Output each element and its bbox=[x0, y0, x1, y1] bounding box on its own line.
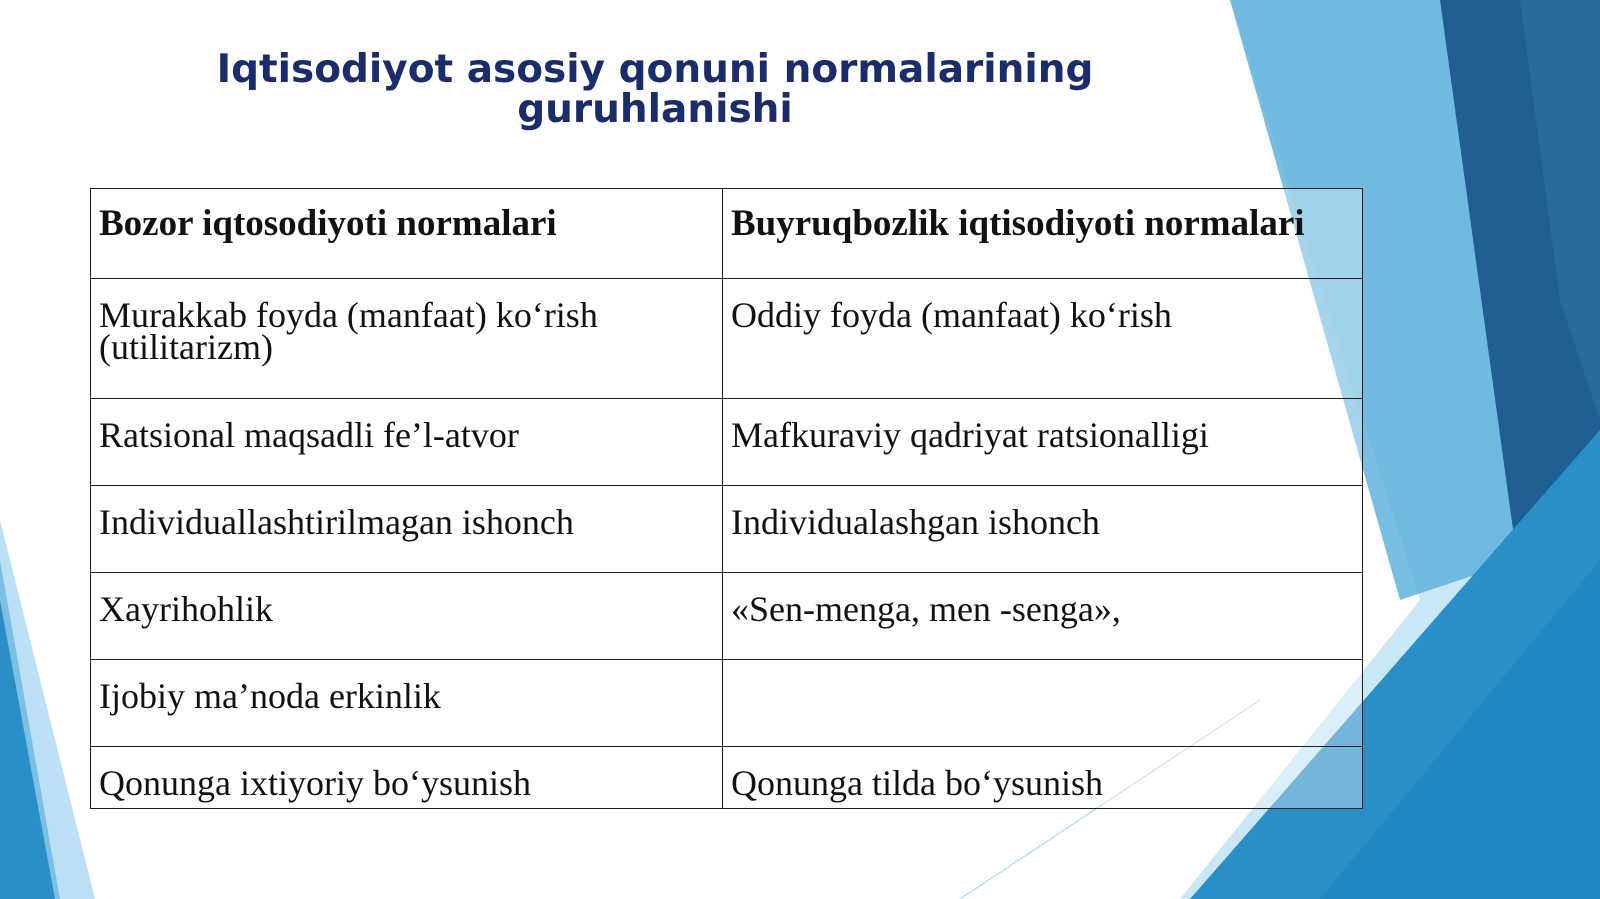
table-cell: «Sen-menga, men -senga», bbox=[723, 573, 1363, 660]
table-cell: Qonunga ixtiyoriy bo‘ysunish bbox=[91, 747, 723, 809]
table-cell: Qonunga tilda bo‘ysunish bbox=[723, 747, 1363, 809]
header-market-norms: Bozor iqtosodiyoti normalari bbox=[91, 189, 723, 279]
norms-table bbox=[90, 188, 1363, 809]
table-row bbox=[91, 486, 1363, 573]
table-cell: Murakkab foyda (manfaat) ko‘rish (utilitarizm) bbox=[91, 279, 723, 399]
slide-title-line-2: guruhlanishi bbox=[517, 87, 793, 132]
table-row bbox=[91, 747, 1363, 809]
table-row bbox=[91, 399, 1363, 486]
table-row bbox=[91, 573, 1363, 660]
slide-title bbox=[140, 47, 1170, 132]
slide-title-line-1: Iqtisodiyot asosiy qonuni normalarining bbox=[216, 47, 1094, 92]
table-cell: Mafkuraviy qadriyat ratsionalligi bbox=[723, 399, 1363, 486]
table-cell: Individualashgan ishonch bbox=[723, 486, 1363, 573]
table-cell: Ijobiy ma’noda erkinlik bbox=[91, 660, 723, 747]
table-header-row bbox=[91, 189, 1363, 279]
table-cell: Xayrihohlik bbox=[91, 573, 723, 660]
table-cell: Oddiy foyda (manfaat) ko‘rish bbox=[723, 279, 1363, 399]
table-cell: Ratsional maqsadli fe’l-atvor bbox=[91, 399, 723, 486]
table-cell: Individuallashtirilmagan ishonch bbox=[91, 486, 723, 573]
table-row bbox=[91, 660, 1363, 747]
header-command-norms: Buyruqbozlik iqtisodiyoti normalari bbox=[723, 189, 1363, 279]
table-cell bbox=[723, 660, 1363, 747]
table-row bbox=[91, 279, 1363, 399]
